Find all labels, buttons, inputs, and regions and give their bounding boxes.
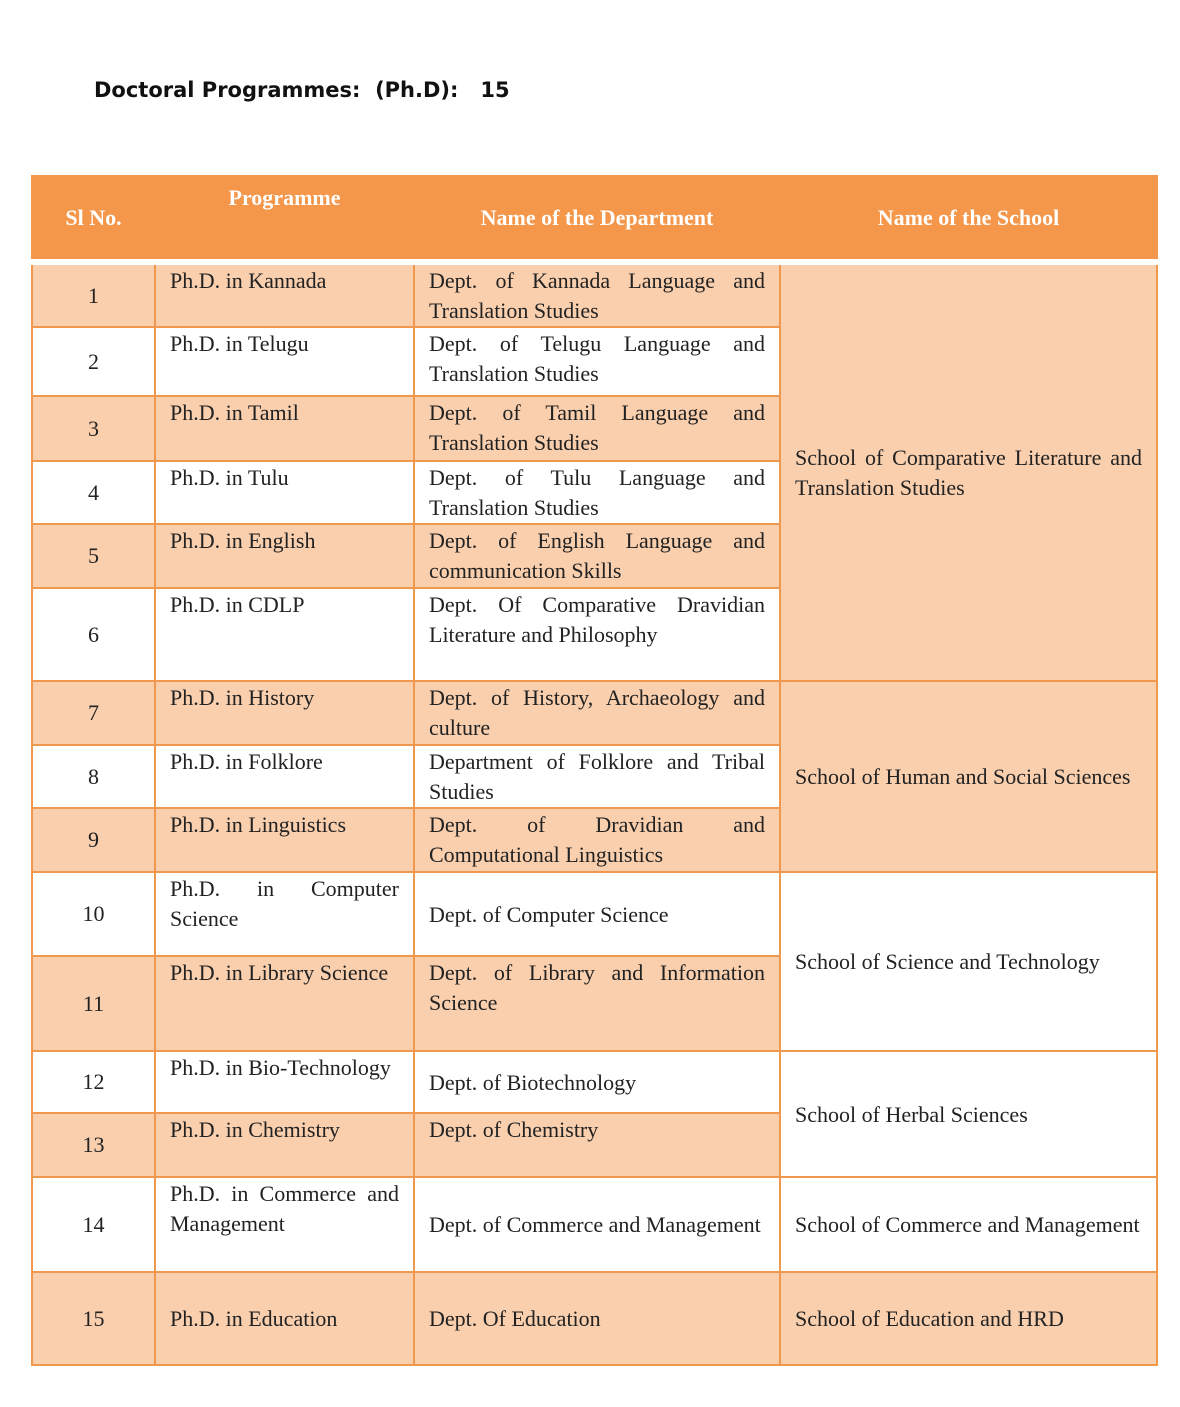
- school-cell: School of Education and HRD: [780, 1272, 1157, 1365]
- department-cell: Dept. of Kannada Language and Translation Studies: [414, 262, 780, 327]
- programme-cell: Ph.D. in Bio-Technology: [155, 1051, 414, 1113]
- sl-no-cell: 1: [32, 262, 155, 327]
- table-row: [32, 1272, 1157, 1365]
- programme-cell: Ph.D. in Tulu: [155, 461, 414, 524]
- programme-cell: Ph.D. in English: [155, 524, 414, 588]
- programme-cell: Ph.D. in Education: [155, 1272, 414, 1365]
- sl-no-cell: 2: [32, 327, 155, 396]
- table-row: [32, 1051, 1157, 1113]
- sl-no-cell: 13: [32, 1113, 155, 1177]
- school-cell: School of Human and Social Sciences: [780, 681, 1157, 872]
- sl-no-cell: 12: [32, 1051, 155, 1113]
- table-row: [32, 681, 1157, 745]
- department-cell: Dept. of Commerce and Management: [414, 1177, 780, 1272]
- department-cell: Department of Folklore and Tribal Studies: [414, 745, 780, 808]
- department-cell: Dept. Of Comparative Dravidian Literature and Philosophy: [414, 588, 780, 681]
- programme-cell: Ph.D. in Chemistry: [155, 1113, 414, 1177]
- sl-no-cell: 11: [32, 956, 155, 1051]
- department-cell: Dept. of English Language and communication Skills: [414, 524, 780, 588]
- school-cell: School of Comparative Literature and Translation Studies: [780, 262, 1157, 681]
- programme-cell: Ph.D. in History: [155, 681, 414, 745]
- programme-cell: Ph.D. in Tamil: [155, 396, 414, 461]
- department-cell: Dept. of Tamil Language and Translation Studies: [414, 396, 780, 461]
- table-header-row: [32, 176, 1157, 262]
- sl-no-cell: 10: [32, 872, 155, 956]
- page-heading: Doctoral Programmes: (Ph.D): 15: [94, 78, 510, 102]
- sl-no-cell: 4: [32, 461, 155, 524]
- department-cell: Dept. Of Education: [414, 1272, 780, 1365]
- header-programme: Programme: [155, 176, 414, 262]
- programme-cell: Ph.D. in Folklore: [155, 745, 414, 808]
- programme-cell: Ph.D. in CDLP: [155, 588, 414, 681]
- department-cell: Dept. of Computer Science: [414, 872, 780, 956]
- programme-cell: Ph.D. in Commerce and Management: [155, 1177, 414, 1272]
- programme-cell: Ph.D. in Linguistics: [155, 808, 414, 872]
- table-row: [32, 1177, 1157, 1272]
- department-cell: Dept. of Dravidian and Computational Linguistics: [414, 808, 780, 872]
- sl-no-cell: 15: [32, 1272, 155, 1365]
- school-cell: School of Science and Technology: [780, 872, 1157, 1051]
- table-row: [32, 872, 1157, 956]
- programme-cell: Ph.D. in Kannada: [155, 262, 414, 327]
- department-cell: Dept. of History, Archaeology and culture: [414, 681, 780, 745]
- sl-no-cell: 5: [32, 524, 155, 588]
- programme-cell: Ph.D. in Library Science: [155, 956, 414, 1051]
- sl-no-cell: 14: [32, 1177, 155, 1272]
- sl-no-cell: 8: [32, 745, 155, 808]
- sl-no-cell: 7: [32, 681, 155, 745]
- department-cell: Dept. of Tulu Language and Translation Studies: [414, 461, 780, 524]
- sl-no-cell: 6: [32, 588, 155, 681]
- school-cell: School of Herbal Sciences: [780, 1051, 1157, 1177]
- header-school: Name of the School: [780, 176, 1157, 262]
- department-cell: Dept. of Telugu Language and Translation Studies: [414, 327, 780, 396]
- header-department: Name of the Department: [414, 176, 780, 262]
- programme-cell: Ph.D. in Telugu: [155, 327, 414, 396]
- department-cell: Dept. of Library and Information Science: [414, 956, 780, 1051]
- sl-no-cell: 9: [32, 808, 155, 872]
- sl-no-cell: 3: [32, 396, 155, 461]
- phd-programmes-table: [31, 175, 1158, 1366]
- department-cell: Dept. of Chemistry: [414, 1113, 780, 1177]
- department-cell: Dept. of Biotechnology: [414, 1051, 780, 1113]
- school-cell: School of Commerce and Management: [780, 1177, 1157, 1272]
- header-sl-no: Sl No.: [32, 176, 155, 262]
- table-row: [32, 262, 1157, 327]
- programme-cell: Ph.D. in Computer Science: [155, 872, 414, 956]
